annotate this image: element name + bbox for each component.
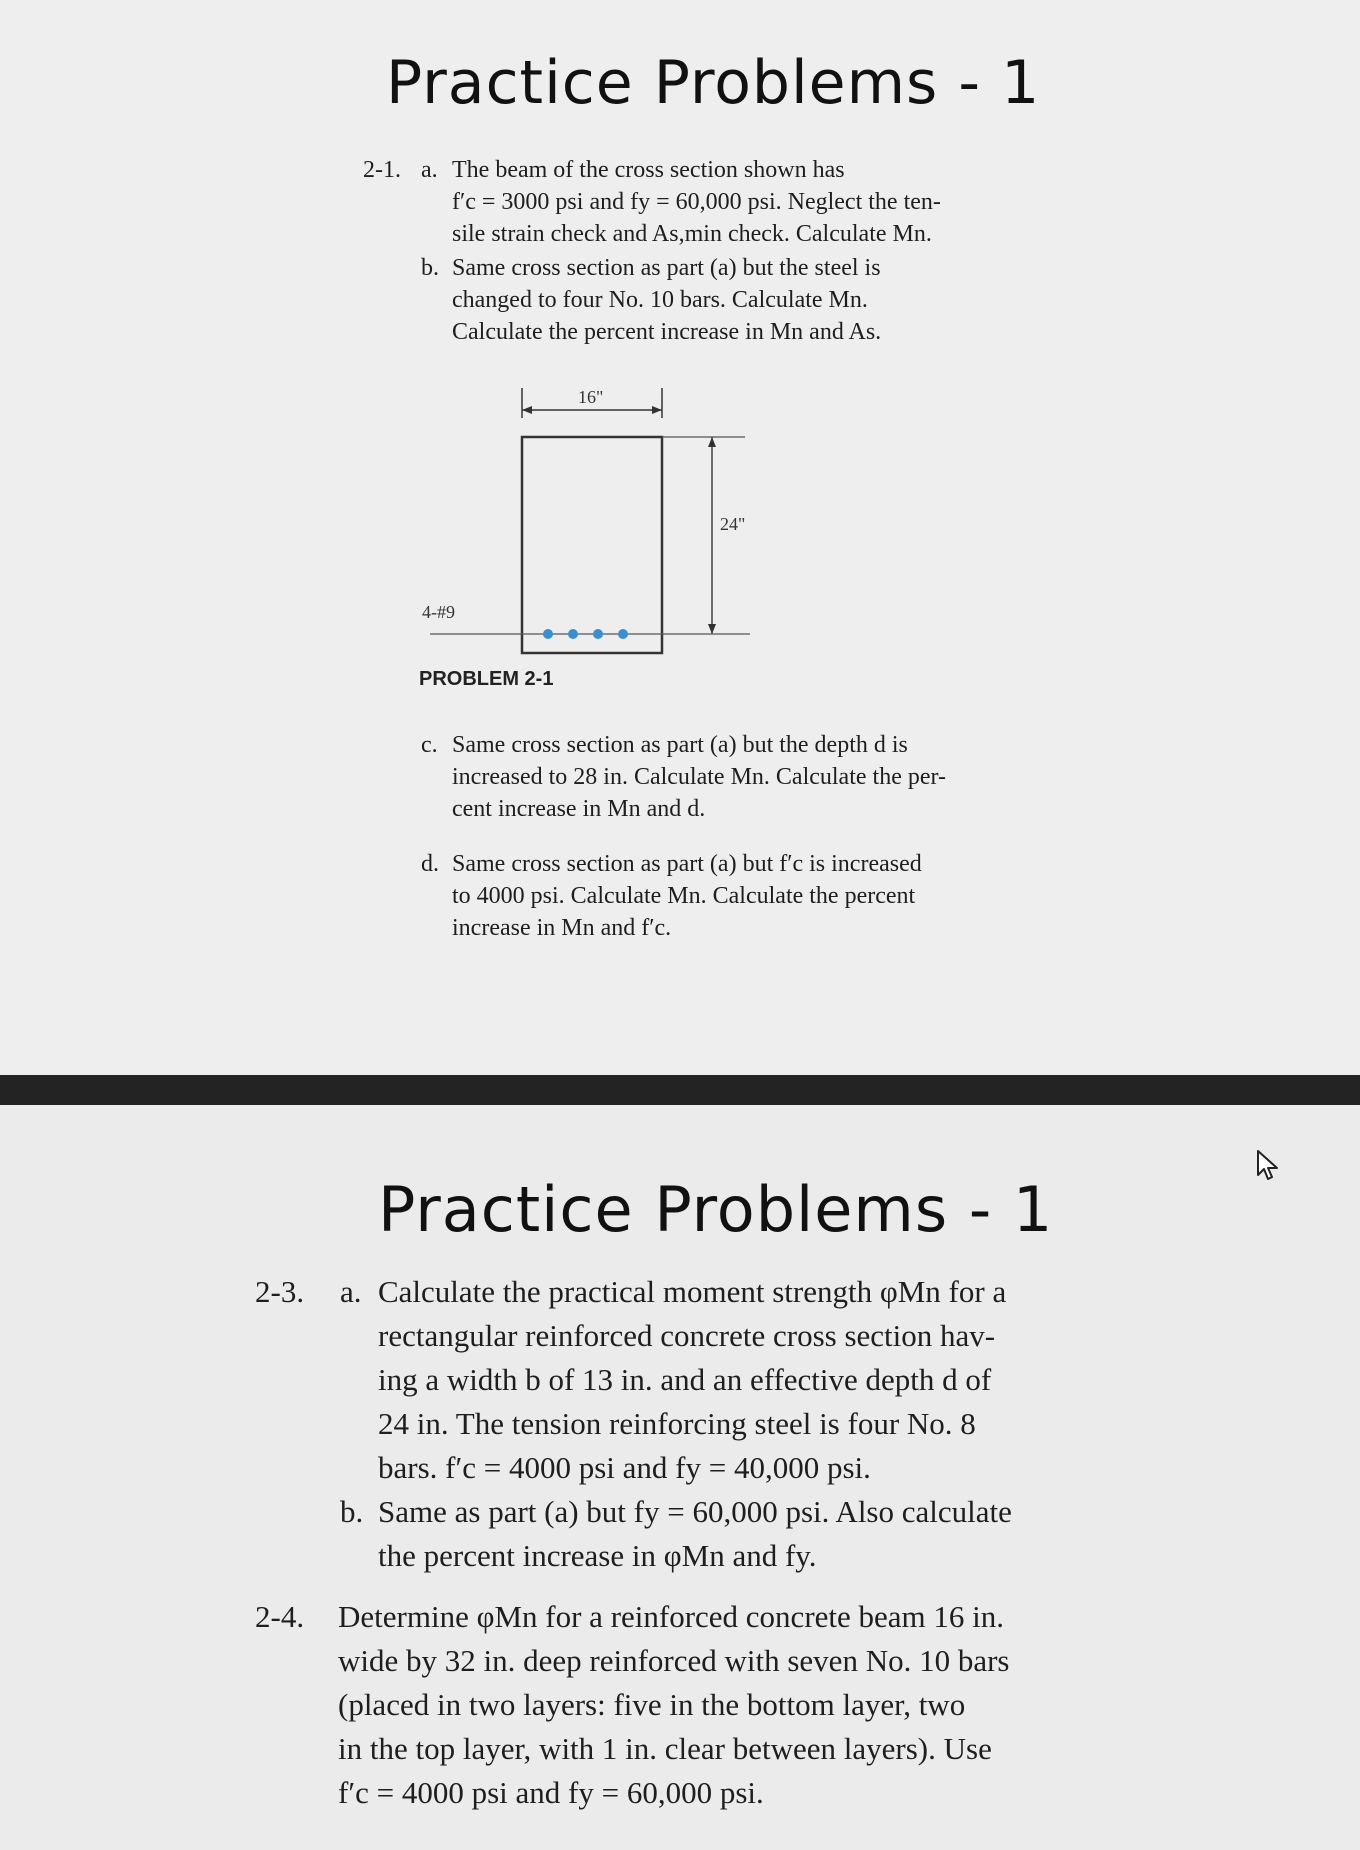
problem-2-1-number: 2-1. — [363, 157, 401, 183]
width-dimension-label: 16" — [578, 387, 604, 407]
slide-1-title: Practice Problems - 1 — [386, 48, 1041, 118]
text-line: f′c = 3000 psi and fy = 60,000 psi. Neglect the ten- — [452, 189, 941, 215]
text-line: Same as part (a) but fy = 60,000 psi. Also calculate — [378, 1494, 1012, 1529]
text-line: rectangular reinforced concrete cross section hav- — [378, 1318, 996, 1353]
text-line: Same cross section as part (a) but f′c is increased — [452, 851, 922, 877]
beam-cross-section-figure — [400, 370, 780, 670]
slide-divider — [0, 1075, 1360, 1105]
part-a-label: a. — [340, 1274, 362, 1309]
part-b-label: b. — [340, 1494, 364, 1529]
part-d-label: d. — [421, 851, 439, 877]
slide-2-title: Practice Problems - 1 — [378, 1173, 1054, 1246]
text-line: bars. f′c = 4000 psi and fy = 40,000 psi. — [378, 1450, 871, 1485]
text-line: the percent increase in φMn and fy. — [378, 1538, 817, 1573]
problem-2-1-part-a — [452, 154, 941, 250]
problem-2-1-part-c — [452, 729, 946, 825]
mouse-cursor-icon — [1255, 1148, 1285, 1182]
rebar-dot — [568, 629, 578, 639]
problem-2-3-part-a — [378, 1270, 1006, 1490]
problem-2-4-number: 2-4. — [255, 1599, 305, 1634]
problem-2-3-part-b — [378, 1490, 1012, 1578]
text-line: cent increase in Mn and d. — [452, 796, 706, 822]
text-line: Calculate the practical moment strength φMn for a — [378, 1274, 1007, 1309]
problem-2-3-number: 2-3. — [255, 1274, 305, 1309]
text-line: sile strain check and As,min check. Calculate Mn. — [452, 221, 932, 247]
rebar-dot — [543, 629, 553, 639]
text-line: increase in Mn and f′c. — [452, 915, 672, 941]
text-line: increased to 28 in. Calculate Mn. Calculate the per- — [452, 764, 947, 790]
text-line: in the top layer, with 1 in. clear between layers). Use — [338, 1731, 992, 1766]
text-line: wide by 32 in. deep reinforced with seven No. 10 bars — [338, 1643, 1010, 1678]
problem-2-4-text — [338, 1595, 1009, 1815]
text-line: changed to four No. 10 bars. Calculate Mn. — [452, 287, 868, 313]
bars-label: 4-#9 — [422, 602, 455, 622]
text-line: 24 in. The tension reinforcing steel is four No. 8 — [378, 1406, 976, 1441]
text-line: (placed in two layers: five in the bottom layer, two — [338, 1687, 966, 1722]
problem-2-1-part-d — [452, 848, 922, 944]
rebar-dot — [593, 629, 603, 639]
text-line: Calculate the percent increase in Mn and As. — [452, 319, 882, 345]
text-line: ing a width b of 13 in. and an effective depth d of — [378, 1362, 992, 1397]
depth-dimension-label: 24" — [720, 514, 746, 534]
rebar-dot — [618, 629, 628, 639]
part-c-label: c. — [421, 732, 438, 758]
figure-caption: PROBLEM 2-1 — [419, 668, 554, 690]
text-line: to 4000 psi. Calculate Mn. Calculate the percent — [452, 883, 916, 909]
text-line: The beam of the cross section shown has — [452, 157, 845, 183]
text-line: Same cross section as part (a) but the depth d is — [452, 732, 908, 758]
part-b-label: b. — [421, 255, 439, 281]
problem-2-1-part-b — [452, 252, 881, 348]
text-line: Determine φMn for a reinforced concrete beam 16 in. — [338, 1599, 1005, 1634]
part-a-label: a. — [421, 157, 438, 183]
text-line: Same cross section as part (a) but the steel is — [452, 255, 881, 281]
text-line: f′c = 4000 psi and fy = 60,000 psi. — [338, 1775, 764, 1810]
